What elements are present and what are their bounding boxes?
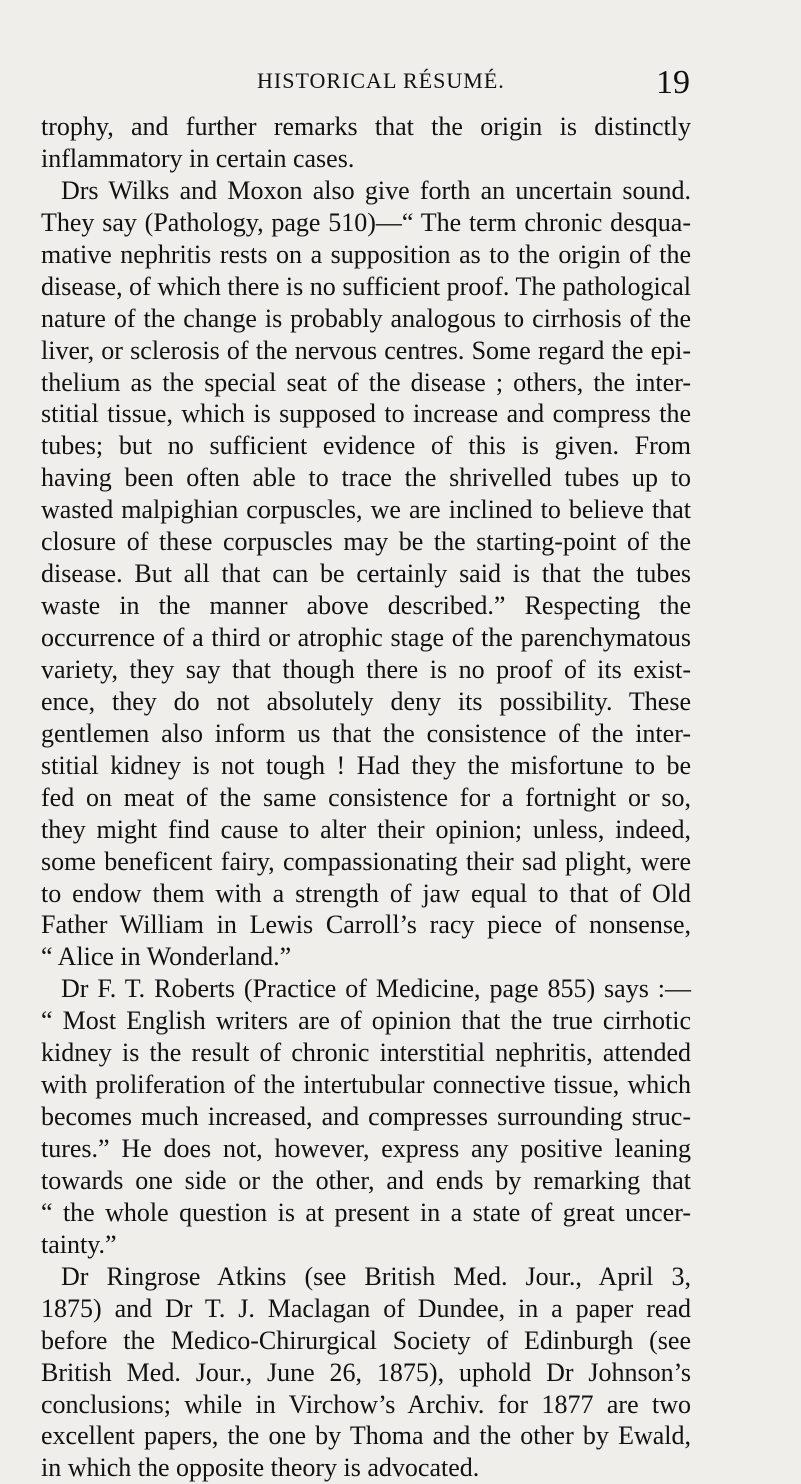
text-line: ence, they do not absolutely deny its possibility. These (41, 686, 691, 716)
text-line: to endow them with a strength of jaw equal to that of Old (41, 878, 691, 908)
text-line: Father William in Lewis Carroll’s racy piece of nonsense, (41, 910, 691, 940)
text-line: Dr F. T. Roberts (Practice of Medicine, page 855) says :— (61, 974, 691, 1004)
text-line: disease. But all that can be certainly said is that the tubes (41, 559, 691, 589)
text-line: wasted malpighian corpuscles, we are inclined to believe that (41, 495, 691, 525)
text-line: they might find cause to alter their opinion; unless, indeed, (41, 814, 691, 844)
body-text (41, 111, 691, 1484)
text-line: stitial tissue, which is supposed to increase and compress the (41, 399, 691, 429)
text-line: nature of the change is probably analogous to cirrhosis of the (41, 303, 691, 333)
running-head: HISTORICAL RÉSUMÉ. (257, 68, 505, 93)
text-line: British Med. Jour., June 26, 1875), uphold Dr Johnson’s (41, 1357, 691, 1387)
text-line: mative nephritis rests on a supposition as to the origin of the (41, 239, 691, 269)
page-header (257, 66, 690, 106)
text-line: Dr Ringrose Atkins (see British Med. Jour., April 3, (61, 1261, 691, 1291)
text-line: liver, or sclerosis of the nervous centres. Some regard the epi- (41, 335, 691, 365)
text-line: stitial kidney is not tough ! Had they the misfortune to be (41, 750, 691, 780)
text-line: occurrence of a third or atrophic stage of the parenchymatous (41, 623, 691, 652)
text-line: “ the whole question is at present in a state of great uncer- (41, 1197, 691, 1227)
text-line: 1875) and Dr T. J. Maclagan of Dundee, in a paper read (41, 1293, 691, 1323)
text-line: Drs Wilks and Moxon also give forth an uncertain sound. (61, 175, 691, 205)
text-line: thelium as the special seat of the disease ; others, the inter- (41, 367, 691, 397)
text-line: towards one side or the other, and ends by remarking that (41, 1165, 691, 1195)
text-line: tubes; but no sufficient evidence of this is given. From (41, 431, 691, 461)
text-line: waste in the manner above described.” Respecting the (41, 591, 691, 621)
text-line: fed on meat of the same consistence for a fortnight or so, (41, 782, 691, 812)
text-line: disease, of which there is no sufficient proof. The pathological (41, 271, 691, 301)
text-line: tainty.” (41, 1229, 117, 1259)
text-line: variety, they say that though there is no proof of its exist- (41, 654, 691, 684)
page-number: 19 (656, 64, 690, 101)
text-line: tures.” He does not, however, express any positive leaning (41, 1134, 691, 1163)
text-line: conclusions; while in Virchow’s Archiv. for 1877 are two (41, 1389, 691, 1419)
text-line: with proliferation of the intertubular connective tissue, which (41, 1070, 691, 1100)
text-line: “ Most English writers are of opinion that the true cirrhotic (41, 1006, 691, 1036)
text-line: They say (Pathology, page 510)—“ The term chronic desqua- (41, 207, 691, 237)
text-line: having been often able to trace the shrivelled tubes up to (41, 463, 691, 493)
text-line: closure of these corpuscles may be the starting-point of the (41, 527, 691, 557)
text-line: some beneficent fairy, compassionating their sad plight, were (41, 846, 691, 876)
text-line: excellent papers, the one by Thoma and the other by Ewald, (41, 1421, 691, 1451)
text-line: gentlemen also inform us that the consistence of the inter- (41, 718, 691, 748)
text-line: “ Alice in Wonderland.” (41, 942, 292, 972)
text-line: in which the opposite theory is advocated. (41, 1453, 480, 1483)
text-line: inflammatory in certain cases. (41, 143, 355, 173)
text-line: kidney is the result of chronic interstitial nephritis, attended (41, 1038, 691, 1068)
text-line: before the Medico-Chirurgical Society of Edinburgh (see (41, 1325, 691, 1355)
text-line: trophy, and further remarks that the origin is distinctly (41, 112, 691, 141)
text-line: becomes much increased, and compresses surrounding struc- (41, 1102, 691, 1132)
